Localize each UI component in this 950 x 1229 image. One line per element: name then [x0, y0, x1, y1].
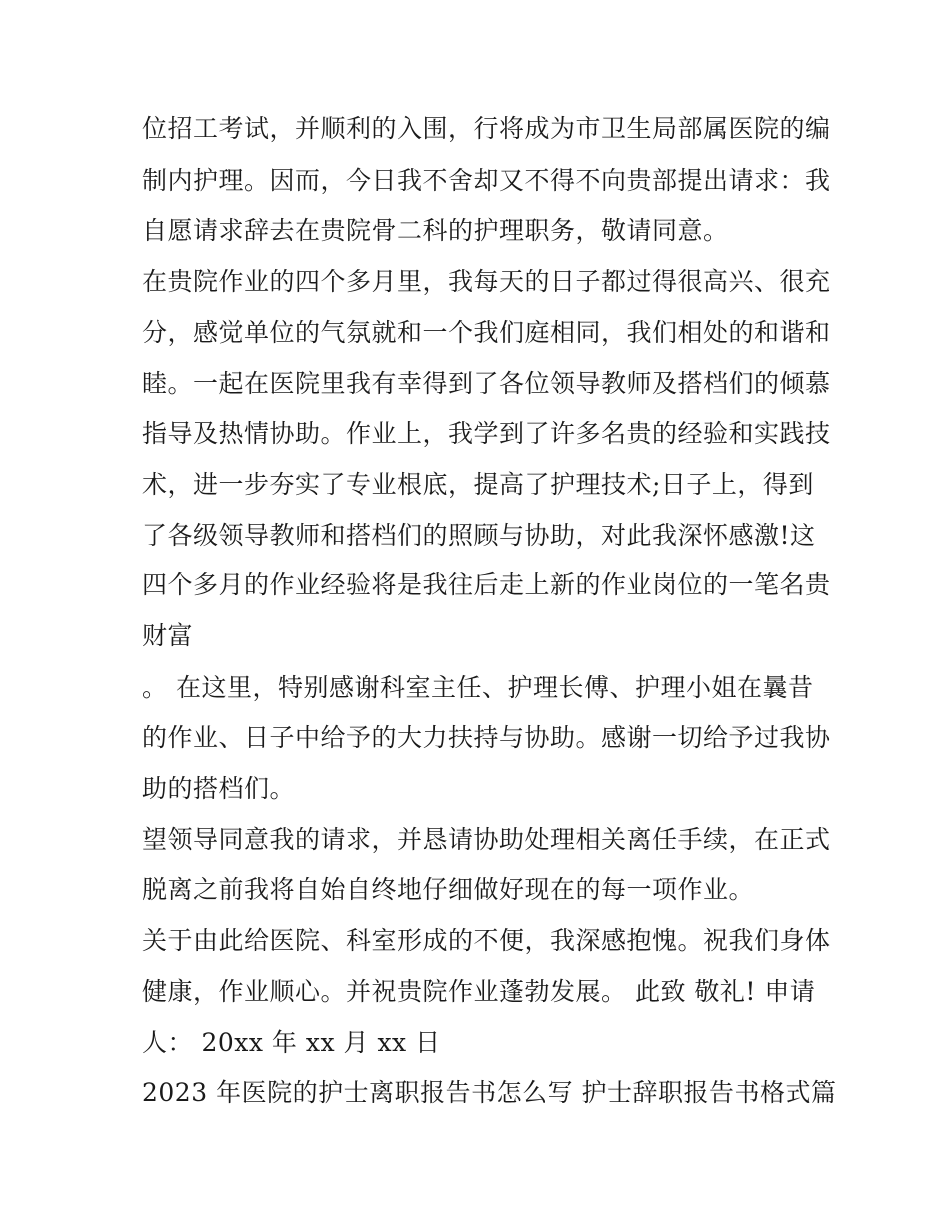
text-line: 睦。一起在医院里我有幸得到了各位领导教师及搭档们的倾慕: [142, 369, 831, 398]
text-line: 的作业、日子中给予的大力扶持与协助。感谢一切给予过我协: [142, 723, 831, 752]
text-line: 指导及热情协助。作业上，我学到了许多名贵的经验和实践技: [142, 419, 831, 448]
text-line: 健康，作业顺心。并祝贵院作业蓬勃发展。 此致 敬礼! 申请: [142, 977, 816, 1006]
text-line: 财富: [142, 621, 194, 650]
text-line: 术，进一步夯实了专业根底，提高了护理技术;日子上，得到: [142, 470, 814, 499]
text-line: 了各级领导教师和搭档们的照顾与协助，对此我深怀感激!这: [142, 521, 816, 550]
text-line: 脱离之前我将自始自终地仔细做好现在的每一项作业。: [142, 875, 755, 904]
text-line: 望领导同意我的请求，并恳请协助处理相关离任手续，在正式: [142, 825, 831, 854]
text-line: 在贵院作业的四个多月里，我每天的日子都过得很高兴、很充: [142, 267, 831, 296]
text-line: 自愿请求辞去在贵院骨二科的护理职务，敬请同意。: [142, 216, 729, 245]
text-line: 制内护理。因而，今日我不舍却又不得不向贵部提出请求：我: [142, 166, 831, 195]
text-line: 2023 年医院的护士离职报告书怎么写 护士辞职报告书格式篇: [142, 1078, 837, 1107]
text-line: 分，感觉单位的气氛就和一个我们庭相同，我们相处的和谐和: [142, 318, 831, 347]
text-line: 人： 20xx 年 xx 月 xx 日: [142, 1028, 441, 1057]
text-line: 位招工考试，并顺利的入围，行将成为市卫生局部属医院的编: [142, 114, 831, 143]
text-line: 四个多月的作业经验将是我往后走上新的作业岗位的一笔名贵: [142, 570, 831, 599]
text-line: 。 在这里，特别感谢科室主任、护理长傅、护理小姐在曩昔: [142, 673, 814, 702]
text-line: 关于由此给医院、科室形成的不便，我深感抱愧。祝我们身体: [142, 926, 831, 955]
text-line: 助的搭档们。: [142, 774, 296, 803]
